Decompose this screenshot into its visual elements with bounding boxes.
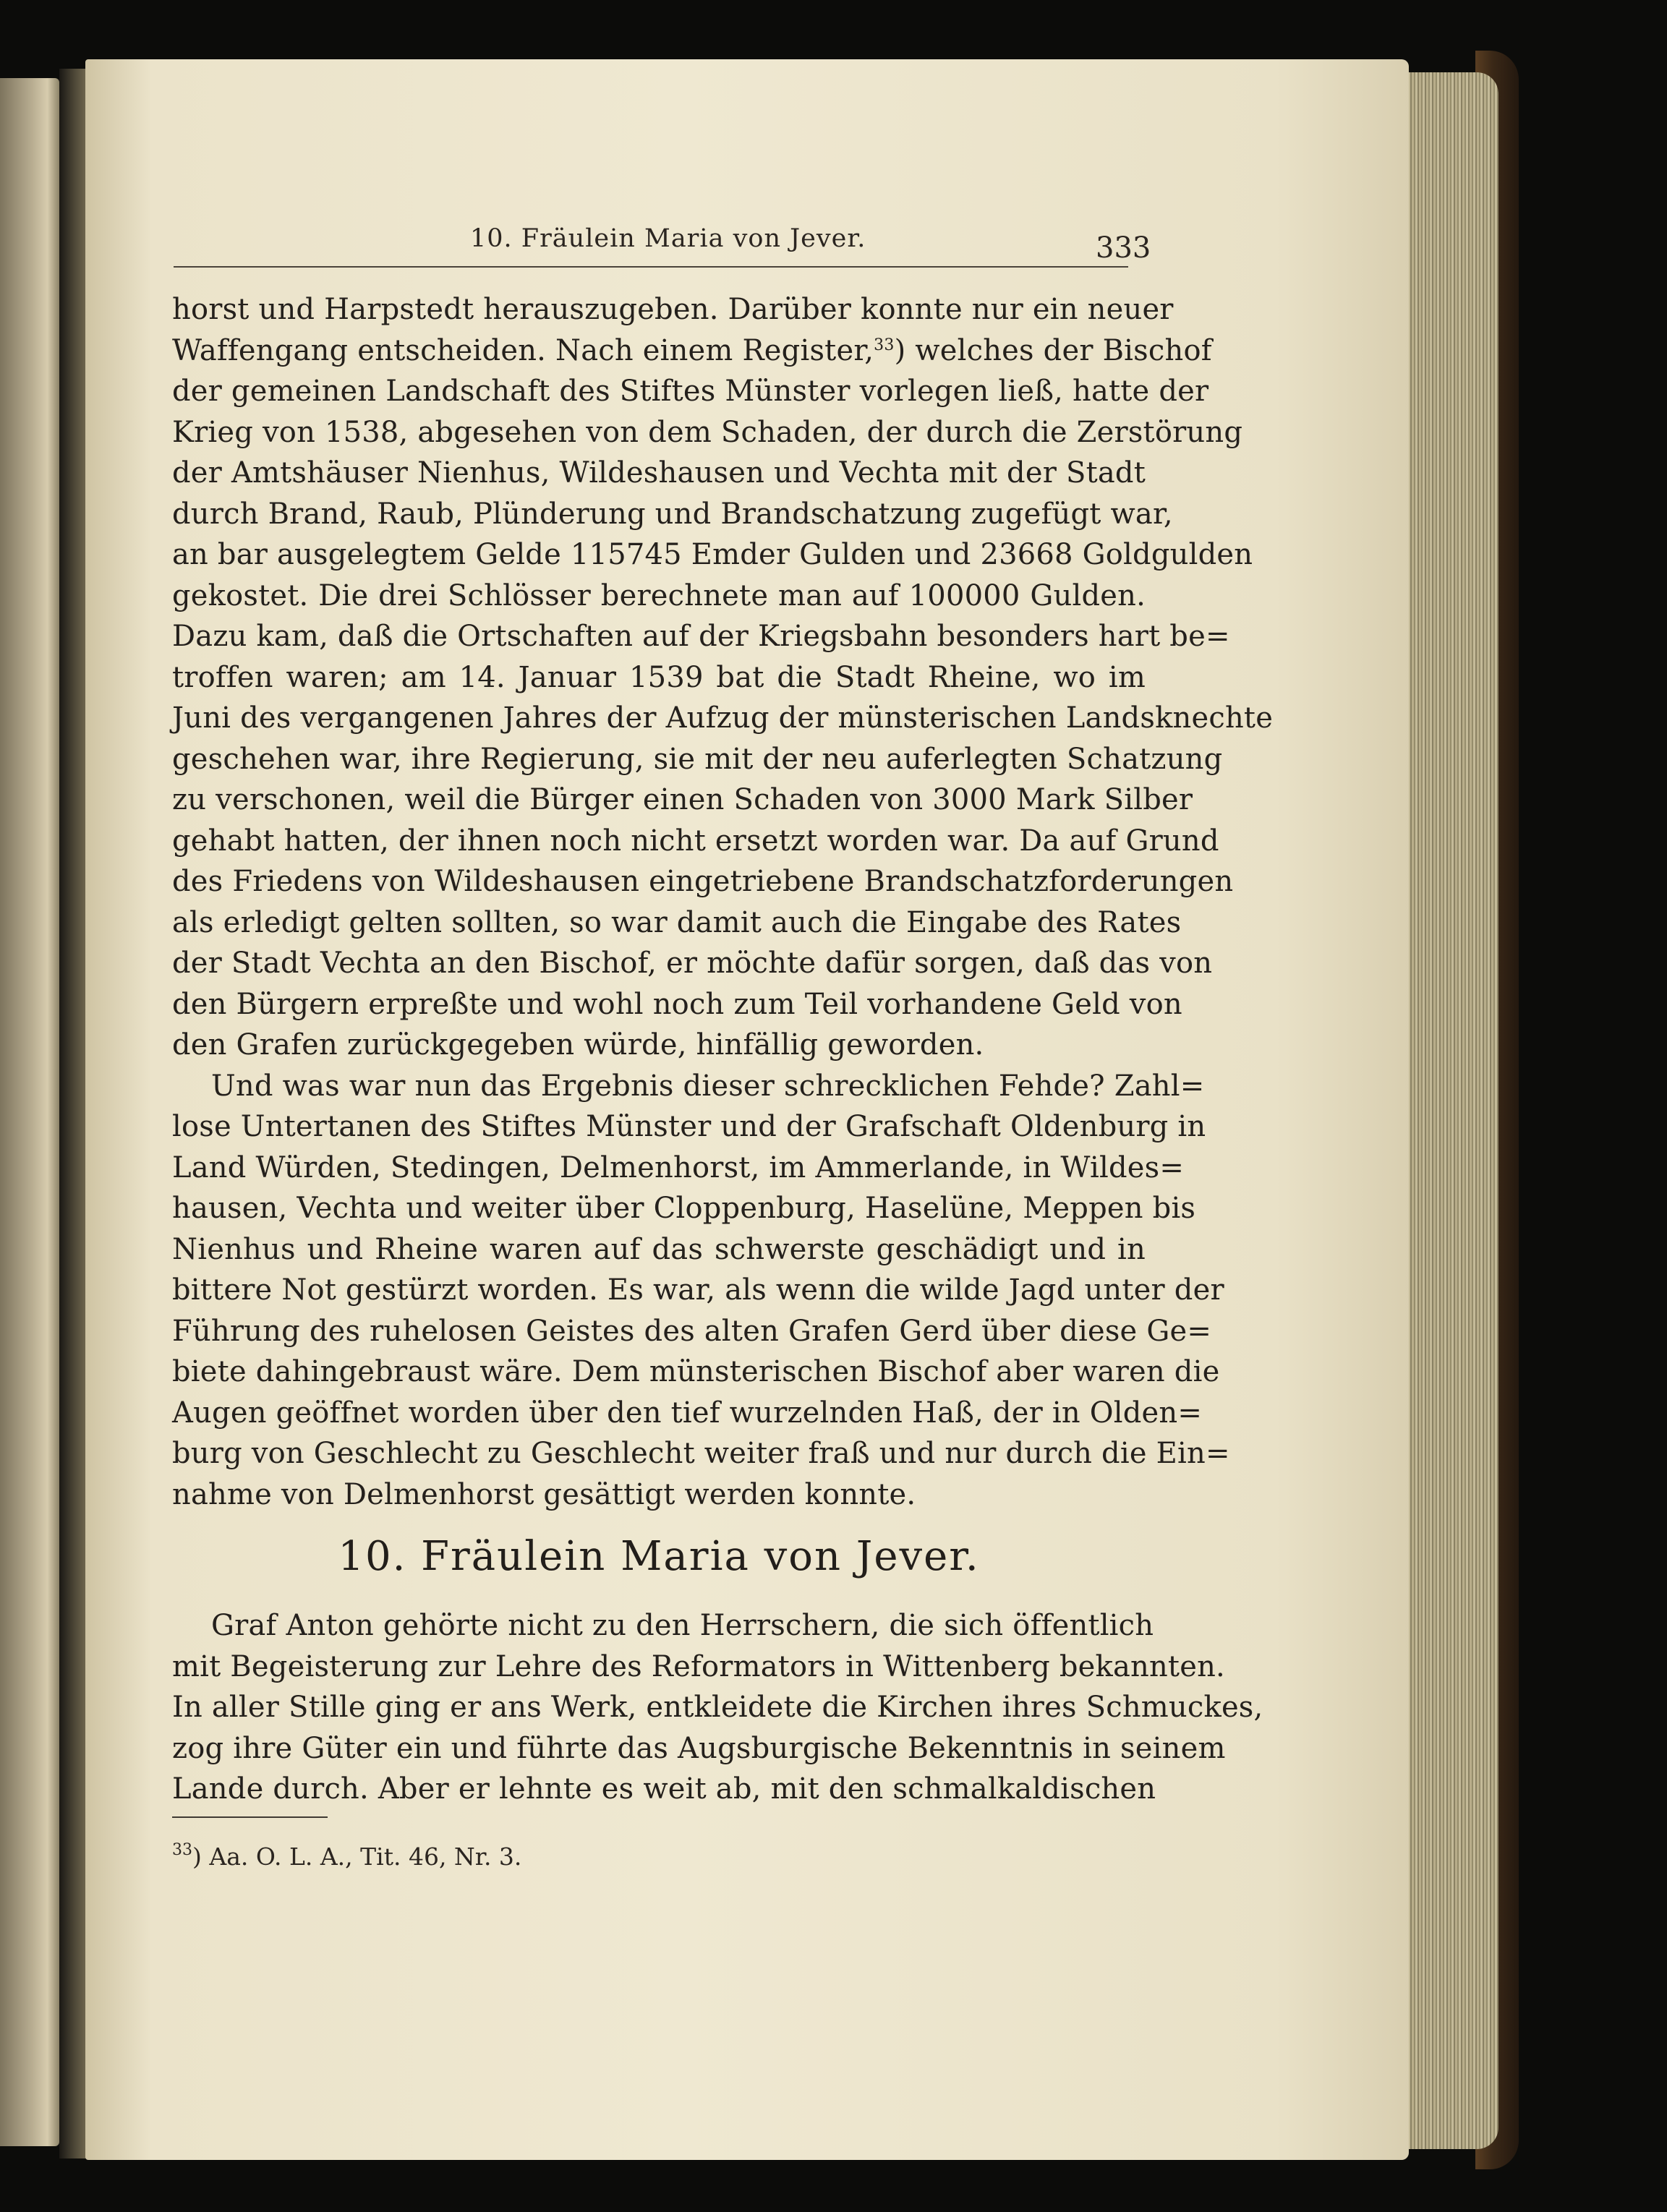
footnote-marker: 33 — [172, 1841, 192, 1859]
running-title: 10. Fräulein Maria von Jever. — [470, 224, 866, 253]
text-line: hausen, Vechta und weiter über Cloppenburg, Haselüne, Meppen bis — [172, 1192, 1196, 1225]
text-line: geschehen war, ihre Regierung, sie mit der neu auferlegten Schatzung — [172, 742, 1223, 776]
text-line: als erledigt gelten sollten, so war damit auch die Eingabe des Rates — [172, 905, 1182, 939]
page-header — [174, 224, 1172, 268]
left-page-edge — [0, 78, 59, 2146]
text-line: horst und Harpstedt herauszugeben. Darüber konnte nur ein neuer — [172, 293, 1174, 326]
text-line: den Bürgern erpreßte und wohl noch zum Teil vorhandene Geld von — [172, 987, 1182, 1021]
text-line — [172, 330, 1212, 372]
text-line: nahme von Delmenhorst gesättigt werden konnte. — [172, 1477, 916, 1511]
header-rule — [174, 266, 1128, 268]
page-stack-edges — [1397, 72, 1498, 2149]
text-line: Dazu kam, daß die Ortschaften auf der Kriegsbahn besonders hart be= — [172, 620, 1230, 653]
text-line: durch Brand, Raub, Plünderung und Brandschatzung zugefügt war, — [172, 497, 1173, 531]
text-line: troffen waren; am 14. Januar 1539 bat die Stadt Rheine, wo im — [172, 660, 1146, 694]
text-line: gekostet. Die drei Schlösser berechnete man auf 100000 Gulden. — [172, 578, 1146, 612]
section-heading: 10. Fräulein Maria von Jever. — [338, 1533, 980, 1580]
footnote-rule — [172, 1816, 328, 1818]
paragraph-2 — [172, 1066, 1230, 1516]
text-line: der Amtshäuser Nienhus, Wildeshausen und Vechta mit der Stadt — [172, 456, 1146, 490]
text-line: Land Würden, Stedingen, Delmenhorst, im Ammerlande, in Wildes= — [172, 1150, 1185, 1184]
text-line: Lande durch. Aber er lehnte es weit ab, mit den schmalkaldischen — [172, 1772, 1156, 1806]
text-line: biete dahingebraust wäre. Dem münsterischen Bischof aber waren die — [172, 1355, 1220, 1388]
text-line: In aller Stille ging er ans Werk, entkleidete die Kirchen ihres Schmuckes, — [172, 1691, 1263, 1724]
text-line: der Stadt Vechta an den Bischof, er möchte dafür sorgen, daß das von — [172, 947, 1213, 980]
text-line: Krieg von 1538, abgesehen von dem Schaden, der durch die Zerstörung — [172, 415, 1243, 449]
text-line: der gemeinen Landschaft des Stiftes Münster vorlegen ließ, hatte der — [172, 375, 1209, 408]
text-line: des Friedens von Wildeshausen eingetriebene Brandschatzforderungen — [172, 865, 1234, 898]
paragraph-3 — [172, 1605, 1263, 1810]
text-segment: Waffengang entscheiden. Nach einem Register, — [172, 333, 874, 367]
text-line: Juni des vergangenen Jahres der Aufzug der münsterischen Landsknechte — [172, 701, 1274, 735]
text-line: burg von Geschlecht zu Geschlecht weiter fraß und nur durch die Ein= — [172, 1437, 1230, 1470]
text-line: bittere Not gestürzt worden. Es war, als wenn die wilde Jagd unter der — [172, 1273, 1224, 1307]
text-segment: ) welches der Bischof — [894, 333, 1212, 367]
text-line: Führung des ruhelosen Geistes des alten Grafen Gerd über diese Ge= — [172, 1314, 1212, 1348]
text-line: Augen geöffnet worden über den tief wurzelnden Haß, der in Olden= — [172, 1396, 1203, 1430]
text-line: Graf Anton gehörte nicht zu den Herrschern, die sich öffentlich — [211, 1609, 1154, 1642]
text-line: zog ihre Güter ein und führte das Augsburgische Bekenntnis in seinem — [172, 1731, 1226, 1765]
body-text — [172, 289, 1274, 1580]
footnote — [172, 1842, 521, 1871]
paragraph-1 — [172, 289, 1274, 1066]
text-line: gehabt hatten, der ihnen noch nicht ersetzt worden war. Da auf Grund — [172, 824, 1219, 858]
page-number: 333 — [1096, 231, 1151, 265]
footnote-reference[interactable]: 33 — [874, 336, 895, 354]
text-line: lose Untertanen des Stiftes Münster und der Grafschaft Oldenburg in — [172, 1110, 1206, 1143]
footnote-text: ) Aa. O. L. A., Tit. 46, Nr. 3. — [192, 1842, 522, 1871]
text-line: mit Begeisterung zur Lehre des Reformators in Wittenberg bekannten. — [172, 1649, 1225, 1683]
text-line: Und was war nun das Ergebnis dieser schrecklichen Fehde? Zahl= — [211, 1069, 1205, 1103]
text-line: an bar ausgelegtem Gelde 115745 Emder Gulden und 23668 Goldgulden — [172, 538, 1253, 571]
text-line: zu verschonen, weil die Bürger einen Schaden von 3000 Mark Silber — [172, 783, 1193, 816]
text-line: den Grafen zurückgegeben würde, hinfällig geworden. — [172, 1028, 984, 1062]
text-line: Nienhus und Rheine waren auf das schwerste geschädigt und in — [172, 1232, 1146, 1266]
